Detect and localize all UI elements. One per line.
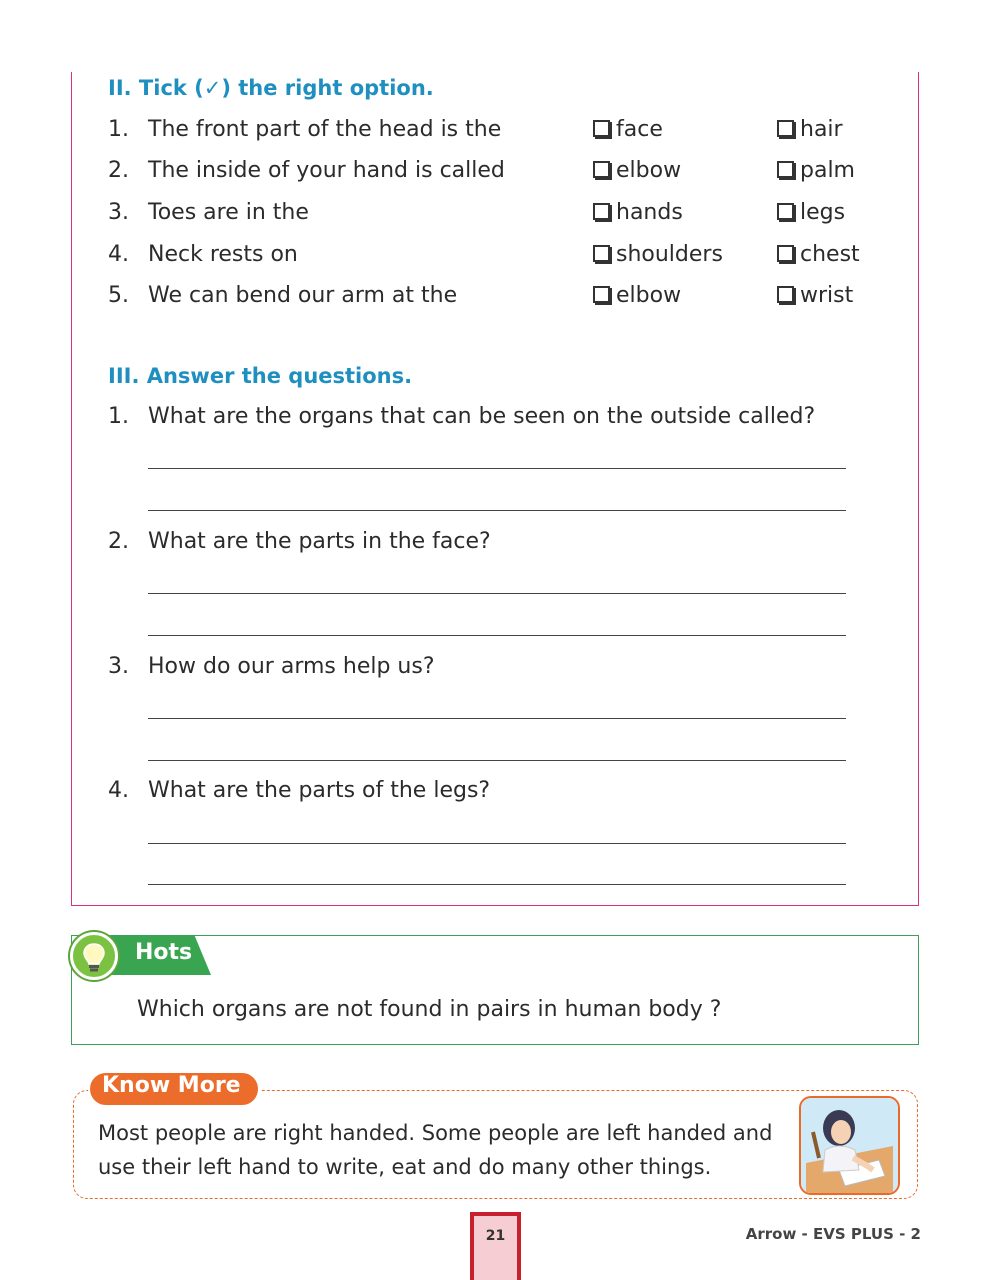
section-iii-heading: III. Answer the questions. [108, 364, 413, 388]
question-number: 3. [108, 200, 129, 225]
question-text: The front part of the head is the [148, 117, 502, 142]
question-text: The inside of your hand is called [148, 158, 505, 183]
know-more-label: Know More [102, 1073, 241, 1098]
checkbox-icon[interactable] [593, 245, 610, 262]
answer-line[interactable] [148, 510, 846, 511]
option-legs[interactable]: legs [777, 200, 845, 225]
option-hair[interactable]: hair [777, 117, 843, 142]
question-text: Neck rests on [148, 242, 298, 267]
checkbox-icon[interactable] [593, 120, 610, 137]
option-elbow-2[interactable]: elbow [593, 283, 681, 308]
option-hands[interactable]: hands [593, 200, 683, 225]
answer-line[interactable] [148, 718, 846, 719]
section-ii-heading: II. Tick (✓) the right option. [108, 76, 434, 100]
know-more-text-line-1: Most people are right handed. Some people are left handed and [98, 1121, 773, 1145]
question-number: 5. [108, 283, 129, 308]
option-face[interactable]: face [593, 117, 663, 142]
checkbox-icon[interactable] [593, 286, 610, 303]
option-elbow[interactable]: elbow [593, 158, 681, 183]
book-title: Arrow - EVS PLUS - 2 [745, 1225, 921, 1243]
question-text: What are the organs that can be seen on the outside called? [148, 404, 816, 429]
question-number: 4. [108, 242, 129, 267]
option-palm[interactable]: palm [777, 158, 855, 183]
checkbox-icon[interactable] [777, 203, 794, 220]
answer-line[interactable] [148, 843, 846, 844]
answer-line[interactable] [148, 468, 846, 469]
option-chest[interactable]: chest [777, 242, 860, 267]
question-number: 2. [108, 529, 129, 554]
checkbox-icon[interactable] [777, 120, 794, 137]
question-text: How do our arms help us? [148, 654, 435, 679]
answer-line[interactable] [148, 884, 846, 885]
question-number: 1. [108, 404, 129, 429]
left-handed-girl-illustration [799, 1096, 900, 1195]
lightbulb-icon [70, 932, 118, 980]
checkbox-icon[interactable] [593, 161, 610, 178]
hots-question: Which organs are not found in pairs in human body ? [137, 997, 722, 1022]
answer-line[interactable] [148, 760, 846, 761]
question-text: What are the parts in the face? [148, 529, 491, 554]
checkbox-icon[interactable] [777, 286, 794, 303]
answer-line[interactable] [148, 635, 846, 636]
option-wrist[interactable]: wrist [777, 283, 853, 308]
question-text: What are the parts of the legs? [148, 778, 491, 803]
question-number: 2. [108, 158, 129, 183]
option-shoulders[interactable]: shoulders [593, 242, 723, 267]
question-number: 3. [108, 654, 129, 679]
know-more-text-line-2: use their left hand to write, eat and do many other things. [98, 1155, 712, 1179]
page-number: 21 [485, 1228, 506, 1244]
question-text: We can bend our arm at the [148, 283, 458, 308]
checkbox-icon[interactable] [593, 203, 610, 220]
hots-label: Hots [135, 940, 193, 965]
question-number: 1. [108, 117, 129, 142]
checkbox-icon[interactable] [777, 161, 794, 178]
answer-line[interactable] [148, 593, 846, 594]
page-number-tab [470, 1212, 521, 1280]
question-number: 4. [108, 778, 129, 803]
question-text: Toes are in the [148, 200, 309, 225]
checkbox-icon[interactable] [777, 245, 794, 262]
